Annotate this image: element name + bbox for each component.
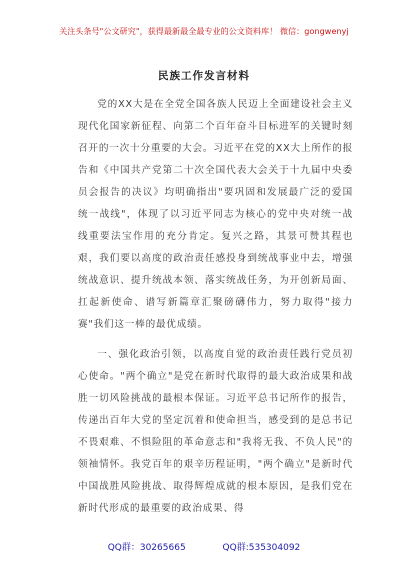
body-paragraph-intro: 党的XX大是在全党全国各族人民迈上全面建设社会主义现代化国家新征程、向第二个百年奋斗目标进军的关键时刻召开的一次十分重要的大会。习近平在党的XX大上所作的报告和《中国共产党第二十次全国代表大会关于十九届中央委员会报告的决议》均明确指出"要巩固和发展最广泛的爱国统一战线"，体现了以习近平同志为核心的党中央对统一战线重要法宝作用的充分肯定。复兴之路，其景可赞其程也艰，我们要以高度的政治责任感投身到统战事业中去，增强统战意识、提升统战本领、落实统战任务，为开创新局面、扛起新使命、谱写新篇章汇聚磅礴伟力，努力取得"接力赛"我们这一棒的最优成绩。 <box>78 99 353 330</box>
promo-banner: 关注头条号"公文研究"，获得最新最全最专业的公文资料库！ 微信：gongwenyj <box>59 27 349 36</box>
body-paragraph-section-1: 一、强化政治引领，以高度自觉的政治责任践行党员初心使命。"两个确立"是党在新时代取得的最大政治成果和战胜一切风险挑战的最根本保证。习近平总书记所作的报告，传递出百年大党的坚定沉着和使命担当，感受到的是总书记不畏艰难、不惧险阻的革命意志和"我将无我、不负人民"的领袖情怀。我党百年的艰辛历程证明，"两个确立"是新时代中国战胜风险挑战、取得辉煌成就的根本原因，是我们党在新时代形成的最重要的政治成果、得 <box>78 349 353 514</box>
footer-contact <box>0 540 408 553</box>
qq-group-left: QQ群：30265665 <box>107 543 186 553</box>
document-title: 民族工作发言材料 <box>158 70 250 82</box>
qq-group-right: QQ群:535304092 <box>222 543 301 553</box>
